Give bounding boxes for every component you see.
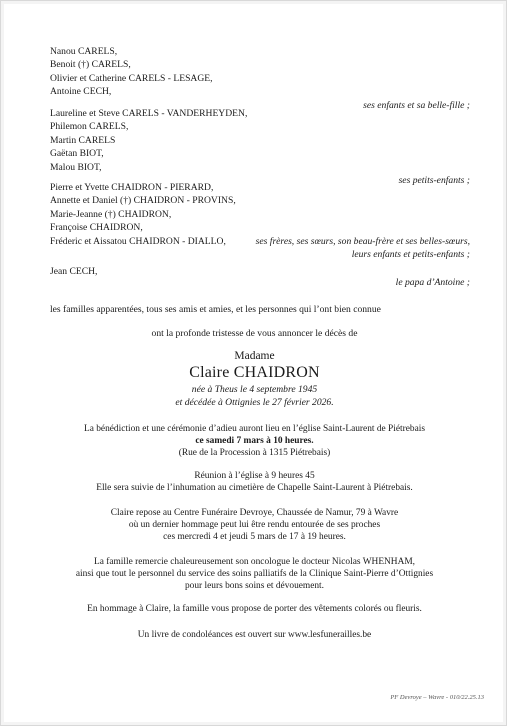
family-name: Jean CECH, (50, 266, 98, 277)
family-name: Nanou CARELS, (50, 46, 118, 57)
family-name: Fréderic et Aissatou CHAIDRON - DIALLO, (50, 235, 226, 247)
dress-code-line: En hommage à Claire, la famille vous propose de porter des vêtements colorés ou fleuris. (87, 604, 422, 614)
family-name: Benoit (†) CARELS, (50, 59, 131, 71)
deceased-name: Claire CHAIDRON (189, 364, 320, 381)
family-name: Annette et Daniel (†) CHAIDRON - PROVINS, (50, 195, 236, 207)
reunion-line: Réunion à l’église à 9 heures 45 (194, 471, 315, 481)
family-name: Marie-Jeanne (†) CHAIDRON, (50, 208, 172, 220)
announcement-line: ont la profonde tristesse de vous annoncer le décès de (151, 328, 358, 339)
burial-line: Elle sera suivie de l’inhumation au cimetière de Chapelle Saint-Laurent à Piétrebais. (96, 483, 413, 494)
family-name: Martin CARELS (50, 134, 116, 146)
death-line: et décédée à Ottignies le 27 février 2026. (175, 397, 334, 408)
thanks-line: pour leurs bons soins et dévouement. (184, 581, 325, 592)
family-name: Gaëtan BIOT, (50, 148, 104, 160)
thanks-line: ainsi que tout le personnel du service des soins palliatifs de la Clinique Saint-Pierre d’Ottignies (75, 569, 434, 580)
family-name: Pierre et Yvette CHAIDRON - PIERARD, (50, 182, 214, 193)
footer-funeral-home: PF Devroye – Wavre - 010/22.25.13 (390, 694, 484, 701)
family-group-children (50, 45, 470, 112)
deceased-title: Madame (234, 350, 275, 362)
reunion-block (1, 470, 507, 494)
family-role: ses enfants et sa belle-fille ; (363, 99, 470, 111)
funerarium-block (1, 507, 507, 544)
family-group-siblings (50, 181, 470, 261)
family-name: Philemon CARELS, (50, 121, 129, 133)
family-group-grandchildren (50, 107, 470, 187)
thanks-block (1, 556, 507, 593)
family-role: le papa d’Antoine ; (395, 277, 470, 289)
family-role: ses frères, ses sœurs, son beau-frère et ses belles-sœurs, (255, 235, 470, 247)
family-group-father (50, 265, 470, 290)
ceremony-address: (Rue de la Procession à 1315 Piétrebais) (178, 448, 331, 459)
funerarium-line: ces mercredi 4 et jeudi 5 mars de 17 à 19 heures. (163, 532, 346, 543)
family-name: Olivier et Catherine CARELS - LESAGE, (50, 72, 213, 84)
ceremony-line: La bénédiction et une cérémonie d’adieu auront lieu en l’église Saint-Laurent de Piétrebais (83, 424, 425, 434)
condolences-line: Un livre de condoléances est ouvert sur www.lesfunerailles.be (137, 630, 372, 640)
family-role: leurs enfants et petits-enfants ; (351, 249, 470, 261)
funerarium-line: Claire repose au Centre Funéraire Devroye, Chaussée de Namur, 79 à Wavre (110, 508, 399, 518)
family-name: Françoise CHAIDRON, (50, 222, 143, 234)
thanks-line: La famille remercie chaleureusement son oncologue le docteur Nicolas WHENHAM, (93, 557, 416, 567)
family-name: Malou BIOT, (50, 161, 102, 173)
ceremony-block (1, 423, 507, 460)
funerarium-line: où un dernier hommage peut lui être rendu entourée de ses proches (128, 520, 381, 531)
birth-line: née à Theus le 4 septembre 1945 (191, 384, 318, 395)
family-role: ses petits-enfants ; (398, 175, 470, 187)
family-name: Antoine CECH, (50, 86, 112, 98)
ceremony-date: ce samedi 7 mars à 10 heures. (195, 436, 314, 447)
family-name: Laureline et Steve CARELS - VANDERHEYDEN, (50, 108, 248, 119)
families-line: les familles apparentées, tous ses amis et amies, et les personnes qui l’ont bien connue (50, 304, 381, 315)
